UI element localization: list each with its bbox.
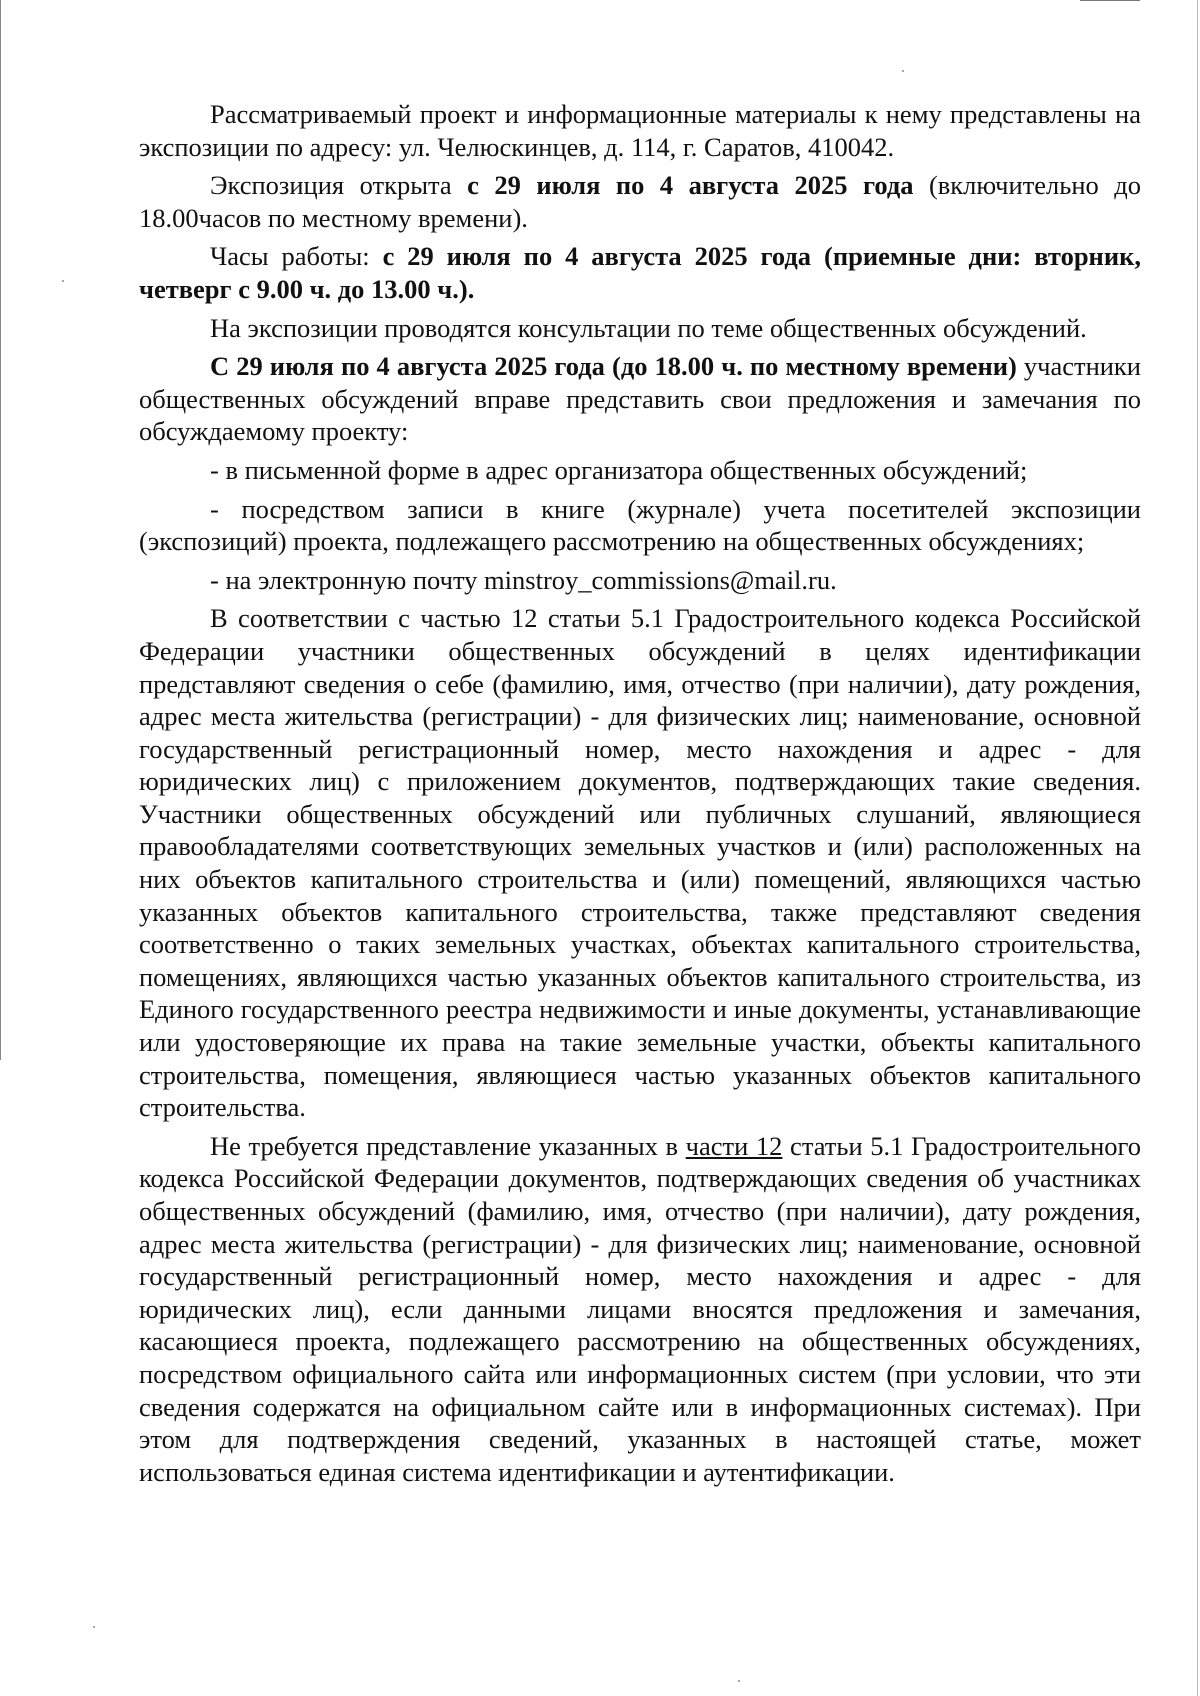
scan-edge-line (1080, 0, 1140, 1)
scan-left-edge (0, 0, 1, 1060)
list-item-visitor-book: - посредством записи в книге (журнале) учета посетителей экспозиции (экспозиций) проекта, подлежащего рассмотрению на общественных обсуждениях; (139, 493, 1141, 557)
bold-fragment: С 29 июля по 4 августа 2025 года (до 18.00 ч. по местному времени) (210, 351, 1017, 382)
paragraph-proposals-period (139, 350, 1141, 448)
text-fragment: участники общественных обсуждений вправе представить свои предложения и замечания по обсуждаемому проекту: (139, 351, 1141, 447)
paragraph-exemption (139, 1130, 1141, 1489)
document-body (139, 98, 1141, 1488)
scan-speck (902, 70, 904, 72)
list-item-written-form: - в письменной форме в адрес организатора общественных обсуждений; (210, 454, 1028, 485)
text-fragment: (включительно до 18.00часов по местному времени). (139, 170, 1141, 233)
bold-fragment: с 29 июля по 4 августа 2025 года (467, 170, 914, 201)
text-fragment: Экспозиция открыта (210, 170, 468, 201)
text-fragment: статьи 5.1 Градостроительного кодекса Российской Федерации документов, подтверждающих сведения об участниках общественных обсуждений (фамилию, имя, отчество (при наличии), дату рождения, адрес места жительства (регистрации) - для физических лиц; наименование, основной государственный регистрационный номер, место нахождения и адрес - для юридических лиц), если данными лицами вносятся предложения и замечания, касающиеся проекта, подлежащего рассмотрению на общественных обсуждениях, посредством официального сайта или информационных систем (при условии, что эти сведения содержатся на официальном сайте или в информационных системах). При этом для подтверждения сведений, указанных в настоящей статье, может использоваться единая система идентификации и аутентификации. (139, 1130, 1141, 1487)
scan-right-edge (1197, 0, 1198, 1696)
text-fragment: Не требуется представление указанных в (210, 1130, 686, 1161)
scan-speck (62, 280, 64, 282)
bold-fragment: с 29 июля по 4 августа 2025 года (приемные дни: вторник, четверг с 9.00 ч. до 13.00 ч.). (139, 241, 1141, 304)
text-fragment: Часы работы: (210, 241, 383, 272)
paragraph-identification: В соответствии с частью 12 статьи 5.1 Градостроительного кодекса Российской Федерации участники общественных обсуждений в целях идентификации представляют сведения о себе (фамилию, имя, отчество (при наличии), дату рождения, адрес места жительства (регистрации) - для физических лиц; наименование, основной государственный регистрационный номер, место нахождения и адрес - для юридических лиц) с приложением документов, подтверждающих такие сведения. Участники общественных обсуждений или публичных слушаний, являющиеся правообладателями соответствующих земельных участков и (или) расположенных на них объектов капитального строительства и (или) помещений, являющихся частью указанных объектов капитального строительства, также представляют сведения соответственно о таких земельных участках, объектах капитального строительства, помещениях, являющихся частью указанных объектов капитального строительства, из Единого государственного реестра недвижимости и иные документы, устанавливающие или удостоверяющие их права на такие земельные участки, объекты капитального строительства, помещения, являющиеся частью указанных объектов капитального строительства. (139, 603, 1141, 1123)
scan-speck (738, 1680, 740, 1682)
paragraph-exposition-dates (139, 169, 1141, 234)
list-item-email: - на электронную почту minstroy_commissions@mail.ru. (210, 564, 837, 595)
underlined-reference: части 12 (685, 1130, 783, 1161)
paragraph-exposition-address: Рассматриваемый проект и информационные материалы к нему представлены на экспозиции по адресу: ул. Челюскинцев, д. 114, г. Саратов, 410042. (139, 99, 1141, 162)
scan-speck (93, 1626, 95, 1628)
paragraph-consultations: На экспозиции проводятся консультации по теме общественных обсуждений. (210, 312, 1087, 343)
paragraph-working-hours (139, 240, 1141, 305)
